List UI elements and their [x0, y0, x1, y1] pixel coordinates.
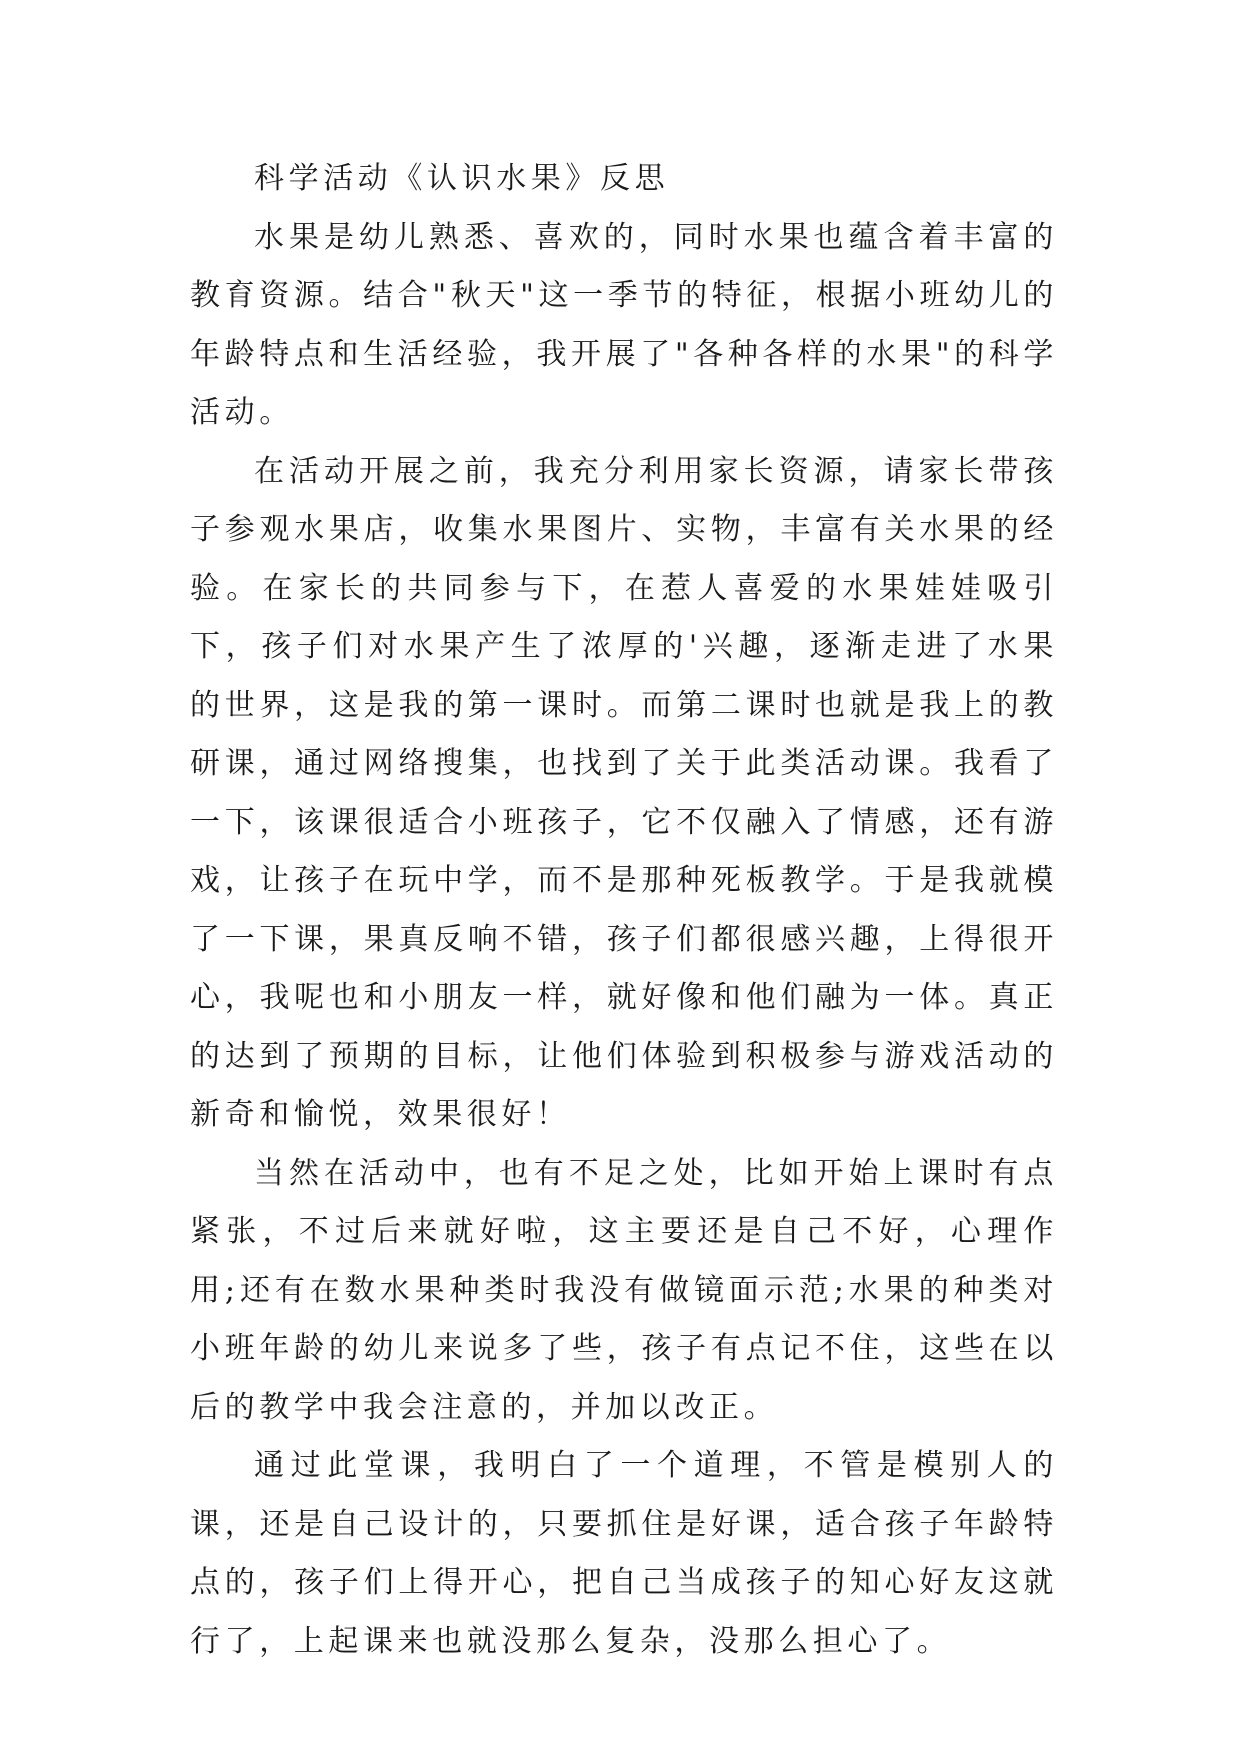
paragraph-shortcomings: 当然在活动中，也有不足之处，比如开始上课时有点紧张，不过后来就好啦，这主要还是自己不好，心理作用;还有在数水果种类时我没有做镜面示范;水果的种类对小班年龄的幼儿来说多了些，孩子有点记不住，这些在以后的教学中我会注意的，并加以改正。 [190, 1155, 1058, 1425]
document-page [190, 150, 1058, 1671]
paragraph-intro: 水果是幼儿熟悉、喜欢的，同时水果也蕴含着丰富的教育资源。结合"秋天"这一季节的特征，根据小班幼儿的年龄特点和生活经验，我开展了"各种各样的水果"的科学活动。 [190, 219, 1058, 430]
paragraph-conclusion: 通过此堂课，我明白了一个道理，不管是模别人的课，还是自己设计的，只要抓住是好课，适合孩子年龄特点的，孩子们上得开心，把自己当成孩子的知心好友这就行了，上起课来也就没那么复杂，没那么担心了。 [190, 1448, 1058, 1659]
paragraph-activity: 在活动开展之前，我充分利用家长资源，请家长带孩子参观水果店，收集水果图片、实物，丰富有关水果的经验。在家长的共同参与下，在惹人喜爱的水果娃娃吸引下，孩子们对水果产生了浓厚的'兴趣，逐渐走进了水果的世界，这是我的第一课时。而第二课时也就是我上的教研课，通过网络搜集，也找到了关于此类活动课。我看了一下，该课很适合小班孩子，它不仅融入了情感，还有游戏，让孩子在玩中学，而不是那种死板教学。于是我就模了一下课，果真反响不错，孩子们都很感兴趣，上得很开心，我呢也和小朋友一样，就好像和他们融为一体。真正的达到了预期的目标，让他们体验到积极参与游戏活动的新奇和愉悦，效果很好！ [190, 453, 1058, 1132]
document-title: 科学活动《认识水果》反思 [254, 161, 670, 196]
